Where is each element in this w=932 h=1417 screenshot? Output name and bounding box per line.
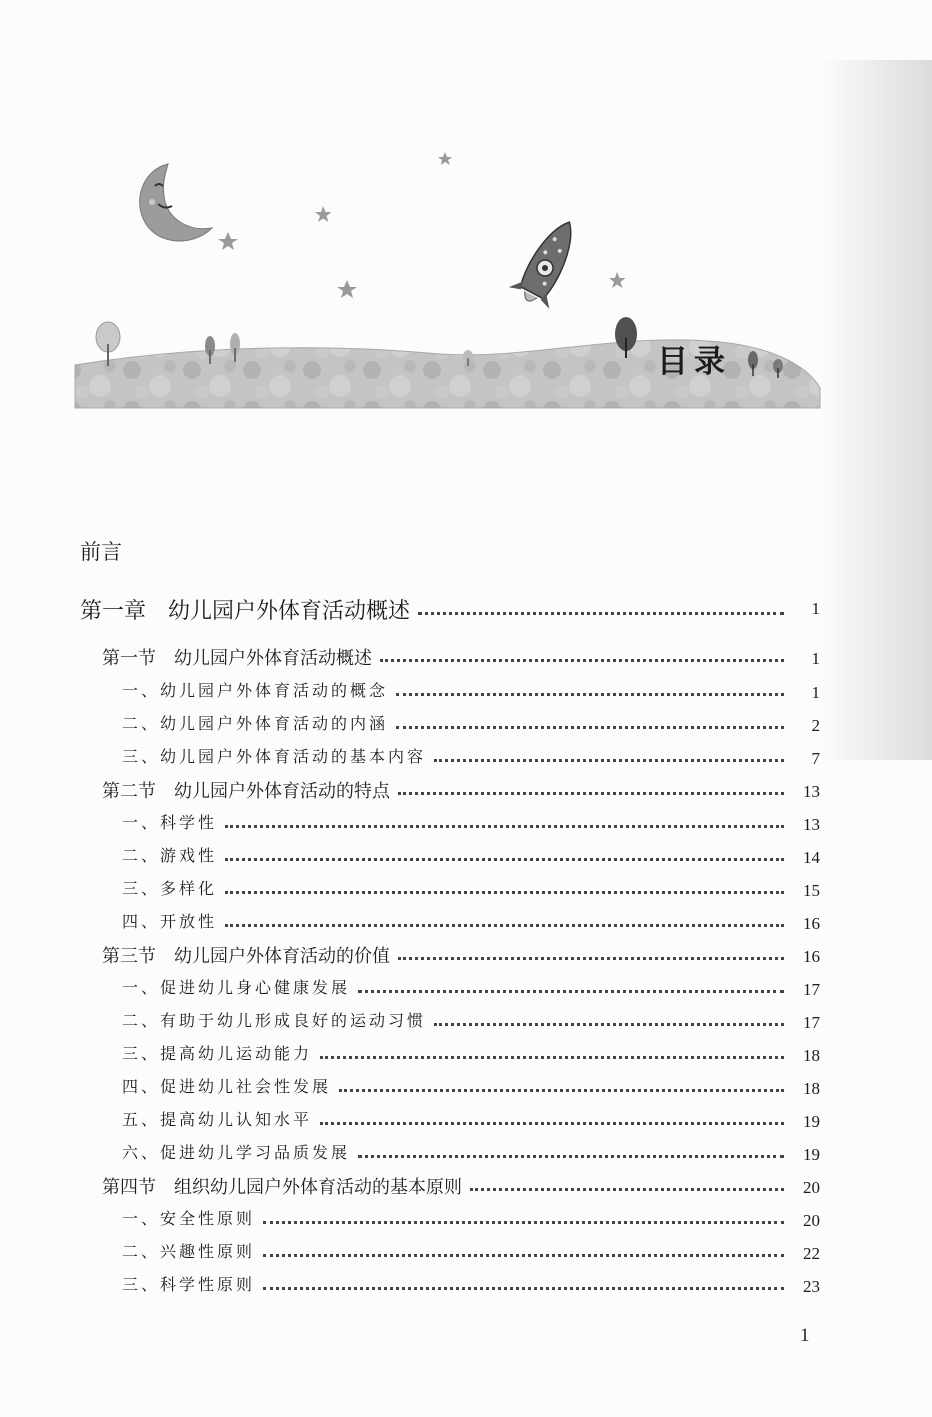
toc-entry-page: 17 bbox=[803, 1013, 820, 1032]
toc-leader-dots bbox=[225, 825, 784, 828]
toc-entry[interactable] bbox=[0, 1239, 932, 1267]
toc-entry-title: 六、促进幼儿学习品质发展 bbox=[122, 1143, 351, 1162]
star-icon bbox=[315, 206, 332, 222]
toc-entry-page: 20 bbox=[803, 1178, 820, 1197]
toc-entry[interactable] bbox=[0, 1107, 932, 1135]
toc-leader-dots bbox=[398, 957, 784, 960]
toc-entry-title: 第一章 幼儿园户外体育活动概述 bbox=[80, 599, 411, 624]
toc-entry[interactable] bbox=[0, 594, 932, 622]
toc-leader-dots bbox=[380, 659, 784, 662]
toc-entry-title: 三、多样化 bbox=[122, 879, 218, 898]
toc-entry[interactable] bbox=[0, 1206, 932, 1234]
toc-entry-title: 第四节 组织幼儿园户外体育活动的基本原则 bbox=[102, 1177, 462, 1198]
toc-entry[interactable] bbox=[0, 1272, 932, 1300]
toc-entry[interactable] bbox=[0, 1074, 932, 1102]
toc-entry-title: 二、有助于幼儿形成良好的运动习惯 bbox=[122, 1011, 427, 1030]
toc-leader-dots bbox=[396, 726, 784, 729]
toc-entry[interactable] bbox=[0, 777, 932, 805]
toc-leader-dots bbox=[398, 792, 784, 795]
toc-entry[interactable] bbox=[0, 644, 932, 672]
toc-entry-page: 13 bbox=[803, 815, 820, 834]
toc-entry-title: 二、游戏性 bbox=[122, 846, 218, 865]
toc-entry[interactable] bbox=[0, 678, 932, 706]
page-title: 目录 bbox=[657, 344, 731, 380]
toc-entry-page: 18 bbox=[803, 1046, 820, 1065]
toc-entry[interactable] bbox=[0, 1008, 932, 1036]
toc-entry-page: 15 bbox=[803, 881, 820, 900]
toc-entry-page: 19 bbox=[803, 1145, 820, 1164]
toc-leader-dots bbox=[434, 1023, 784, 1026]
toc-entry[interactable] bbox=[0, 711, 932, 739]
toc-entry-title: 一、促进幼儿身心健康发展 bbox=[122, 978, 351, 997]
toc-leader-dots bbox=[358, 1155, 784, 1158]
toc-entry-title: 二、幼儿园户外体育活动的内涵 bbox=[122, 714, 389, 733]
toc-entry[interactable] bbox=[0, 1173, 932, 1201]
toc-entry-title: 四、促进幼儿社会性发展 bbox=[122, 1077, 332, 1096]
toc-leader-dots bbox=[263, 1287, 784, 1290]
toc-entry-page: 2 bbox=[811, 716, 820, 735]
star-icon bbox=[609, 272, 626, 288]
toc-entry-title: 第二节 幼儿园户外体育活动的特点 bbox=[102, 781, 390, 802]
toc-entry[interactable] bbox=[0, 1041, 932, 1069]
star-icon bbox=[218, 232, 238, 250]
toc-entry-page: 13 bbox=[803, 782, 820, 801]
toc-entry-title: 第一节 幼儿园户外体育活动概述 bbox=[102, 648, 372, 669]
toc-entry-title: 三、提高幼儿运动能力 bbox=[122, 1044, 313, 1063]
toc-entry-title: 二、兴趣性原则 bbox=[122, 1242, 256, 1261]
star-icon bbox=[438, 152, 452, 165]
toc-entry-title: 一、幼儿园户外体育活动的概念 bbox=[122, 681, 389, 700]
toc-entry-page: 22 bbox=[803, 1244, 820, 1263]
toc-entry[interactable] bbox=[0, 942, 932, 970]
toc-leader-dots bbox=[225, 858, 784, 861]
toc-leader-dots bbox=[418, 612, 784, 615]
toc-entry-page: 23 bbox=[803, 1277, 820, 1296]
toc-entry-page: 1 bbox=[811, 683, 820, 702]
toc-entry-title: 一、科学性 bbox=[122, 813, 218, 832]
crescent-moon-icon bbox=[140, 164, 212, 241]
toc-entry-page: 18 bbox=[803, 1079, 820, 1098]
toc-entry-page: 16 bbox=[803, 947, 820, 966]
toc-entry-page: 14 bbox=[803, 848, 820, 867]
toc-entry-page: 20 bbox=[803, 1211, 820, 1230]
toc-leader-dots bbox=[358, 990, 784, 993]
toc-leader-dots bbox=[320, 1122, 784, 1125]
toc-entry-title: 第三节 幼儿园户外体育活动的价值 bbox=[102, 946, 390, 967]
toc-entry-page: 16 bbox=[803, 914, 820, 933]
toc-preface: 前言 bbox=[80, 540, 122, 564]
toc-entry-page: 7 bbox=[811, 749, 820, 768]
toc-entry[interactable] bbox=[0, 876, 932, 904]
toc-leader-dots bbox=[396, 693, 784, 696]
toc-entry[interactable] bbox=[0, 744, 932, 772]
toc-entry-page: 1 bbox=[811, 599, 820, 618]
toc-entry-title: 三、幼儿园户外体育活动的基本内容 bbox=[122, 747, 427, 766]
toc-entry[interactable] bbox=[0, 909, 932, 937]
toc-entry[interactable] bbox=[0, 810, 932, 838]
toc-entry-page: 17 bbox=[803, 980, 820, 999]
toc-entry[interactable] bbox=[0, 843, 932, 871]
toc-entry-page: 1 bbox=[811, 649, 820, 668]
toc-entry-title: 三、科学性原则 bbox=[122, 1275, 256, 1294]
toc-leader-dots bbox=[225, 924, 784, 927]
toc-entry-title: 四、开放性 bbox=[122, 912, 218, 931]
toc-leader-dots bbox=[434, 759, 784, 762]
toc-leader-dots bbox=[470, 1188, 784, 1191]
toc-entry[interactable] bbox=[0, 975, 932, 1003]
toc-leader-dots bbox=[320, 1056, 784, 1059]
toc-entry[interactable] bbox=[0, 1140, 932, 1168]
toc-entry-page: 19 bbox=[803, 1112, 820, 1131]
toc-leader-dots bbox=[263, 1221, 784, 1224]
toc-leader-dots bbox=[225, 891, 784, 894]
star-icon bbox=[337, 280, 357, 298]
toc-leader-dots bbox=[263, 1254, 784, 1257]
toc-entry-title: 五、提高幼儿认知水平 bbox=[122, 1110, 313, 1129]
toc-leader-dots bbox=[339, 1089, 784, 1092]
rocket-icon bbox=[507, 211, 589, 311]
toc-entry-title: 一、安全性原则 bbox=[122, 1209, 256, 1228]
page-number: 1 bbox=[800, 1325, 810, 1346]
